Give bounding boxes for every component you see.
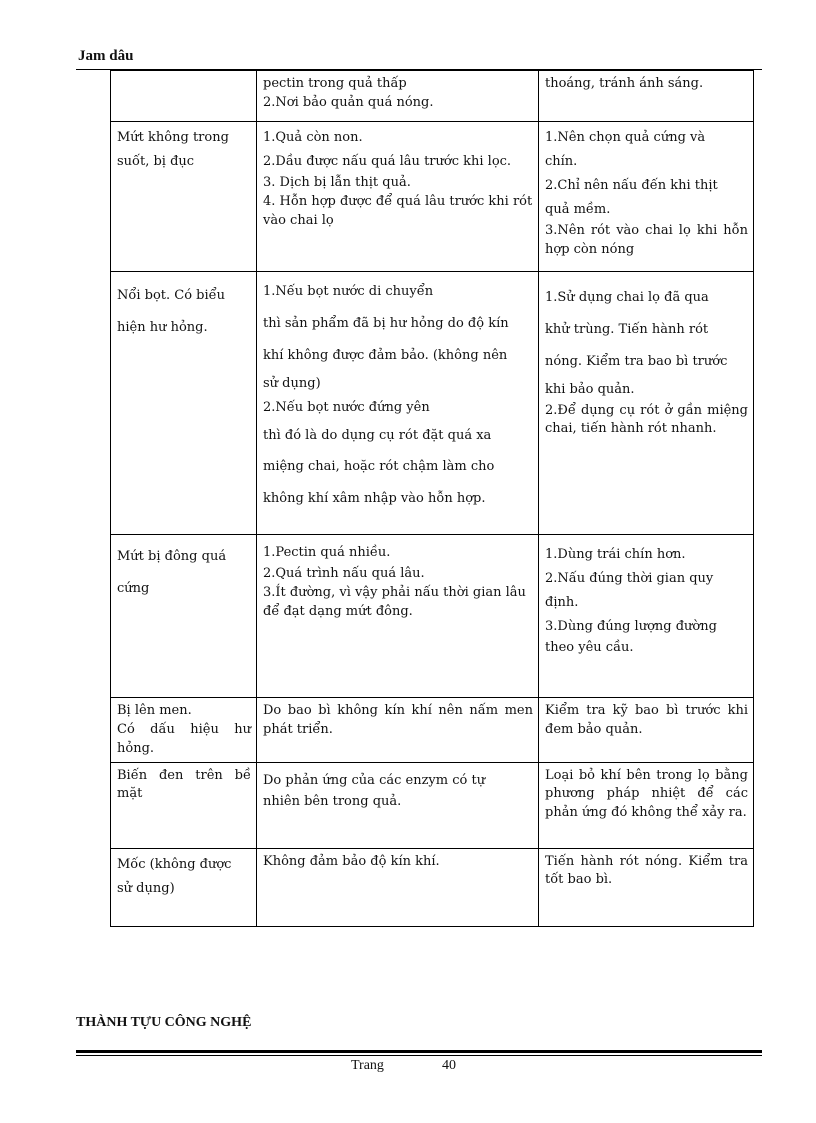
cell-line: Mứt không trong	[117, 130, 229, 145]
cell-line: 2.Dầu được nấu quá lâu trước khi lọc.	[263, 154, 512, 170]
cell-line: thì đó là do dụng cụ rót đặt quá xa	[263, 427, 492, 443]
cell-line: khi bảo quản.	[545, 381, 635, 397]
cell-line: 1.Nên chọn quả cứng và	[545, 130, 706, 145]
table-row	[111, 272, 754, 535]
cell-line: Nổi bọt. Có biểu	[117, 288, 226, 303]
cell-line: Mứt bị đông quá	[117, 549, 227, 564]
cell-line: Mốc (không được	[117, 856, 232, 872]
document-header-title: Jam dâu	[78, 48, 134, 64]
cell-line: 1.Nếu bọt nước di chuyển	[263, 284, 434, 299]
cell-line: theo yêu cầu.	[545, 640, 634, 656]
problem-cell	[111, 71, 257, 122]
cell-line: quả mềm.	[545, 202, 611, 218]
cell-line: 3.Dùng đúng lượng đường	[545, 619, 717, 635]
cause-cell	[257, 848, 539, 926]
cell-line: 2.Để dụng cụ rót ở gần miệng chai, tiến hành rót nhanh.	[545, 402, 748, 437]
problem-cell	[111, 535, 257, 698]
footer-section-title: THÀNH TỰU CÔNG NGHỆ	[76, 1015, 252, 1030]
table-row	[111, 122, 754, 272]
cell-line: 1.Sử dụng chai lọ đã qua	[545, 290, 709, 305]
cell-line: Không đảm bảo độ kín khí.	[263, 853, 440, 869]
cell-line: Do bao bì không kín khí nên nấm men phát triển.	[263, 703, 533, 737]
cell-line: 2.Quá trình nấu quá lâu.	[263, 566, 425, 582]
cell-line: nhiên bên trong quả.	[263, 793, 402, 809]
cause-cell	[257, 698, 539, 763]
cell-line: Bị lên men.	[117, 703, 192, 718]
cell-line: 1.Pectin quá nhiều.	[263, 545, 391, 560]
page-label: Trang	[351, 1058, 384, 1073]
footer-divider	[76, 1050, 762, 1053]
cause-cell	[257, 762, 539, 848]
problem-cell	[111, 272, 257, 535]
problem-cell	[111, 848, 257, 926]
table-row	[111, 698, 754, 763]
footer-divider	[76, 1055, 762, 1056]
problem-cell	[111, 762, 257, 848]
cause-cell	[257, 71, 539, 122]
remedy-cell	[539, 698, 754, 763]
cell-line: cứng	[117, 580, 150, 596]
table-row	[111, 535, 754, 698]
table-row	[111, 848, 754, 926]
cell-line: 1.Dùng trái chín hơn.	[545, 547, 686, 562]
remedy-cell	[539, 762, 754, 848]
cell-line: suốt, bị đục	[117, 154, 195, 170]
cell-line: định.	[545, 595, 579, 611]
cell-line: miệng chai, hoặc rót chậm làm cho	[263, 459, 495, 475]
cell-line: sử dụng)	[263, 375, 321, 391]
cell-line: 2.Nấu đúng thời gian quy	[545, 571, 714, 587]
remedy-cell	[539, 272, 754, 535]
cause-cell	[257, 535, 539, 698]
cell-line: khử trùng. Tiến hành rót	[545, 321, 709, 337]
problem-cell	[111, 122, 257, 272]
remedy-cell	[539, 848, 754, 926]
cell-line: 3.Nên rót vào chai lọ khi hỗn hợp còn nóng	[545, 223, 748, 258]
cell-line: 1.Quả còn non.	[263, 130, 363, 145]
cell-line: 3. Dịch bị lẫn thịt quả.	[263, 175, 411, 191]
cell-line: không khí xâm nhập vào hỗn hợp.	[263, 491, 486, 507]
cell-line: Do phản ứng của các enzym có tự	[263, 772, 486, 788]
remedy-cell	[539, 535, 754, 698]
cell-line: Có dấu hiệu hư hỏng.	[117, 721, 251, 756]
cell-line: Biến đen trên bề mặt	[117, 767, 251, 802]
cell-line: sử dụng)	[117, 880, 175, 896]
cause-cell	[257, 272, 539, 535]
cell-line: 2.Chỉ nên nấu đến khi thịt	[545, 178, 718, 194]
table-row	[111, 71, 754, 122]
cell-line: pectin trong quả thấp	[263, 76, 407, 91]
problem-cell	[111, 698, 257, 763]
cell-line: thoáng, tránh ánh sáng.	[545, 76, 704, 91]
cell-line: hiện hư hỏng.	[117, 319, 208, 335]
cell-line: nóng. Kiểm tra bao bì trước	[545, 353, 728, 369]
cell-line: 4. Hỗn hợp được để quá lâu trước khi rót vào chai lọ	[263, 193, 533, 228]
remedy-cell	[539, 122, 754, 272]
table-row	[111, 762, 754, 848]
cell-line: 2.Nếu bọt nước đứng yên	[263, 399, 430, 415]
page-number: 40	[442, 1058, 456, 1073]
cell-line: 3.Ít đường, vì vậy phải nấu thời gian lâu để đạt dạng mứt đông.	[263, 584, 526, 619]
cause-cell	[257, 122, 539, 272]
cell-line: chín.	[545, 154, 578, 170]
cell-line: Kiểm tra kỹ bao bì trước khi đem bảo quản.	[545, 703, 748, 737]
troubleshooting-table	[110, 70, 754, 927]
cell-line: thì sản phẩm đã bị hư hỏng do độ kín	[263, 315, 509, 331]
cell-line: 2.Nơi bảo quản quá nóng.	[263, 94, 434, 110]
remedy-cell	[539, 71, 754, 122]
cell-line: khí không được đảm bảo. (không nên	[263, 347, 508, 363]
cell-line: Loại bỏ khí bên trong lọ bằng phương pháp nhiệt để các phản ứng đó không thể xảy ra.	[545, 767, 748, 821]
cell-line: Tiến hành rót nóng. Kiểm tra tốt bao bì.	[545, 853, 748, 888]
